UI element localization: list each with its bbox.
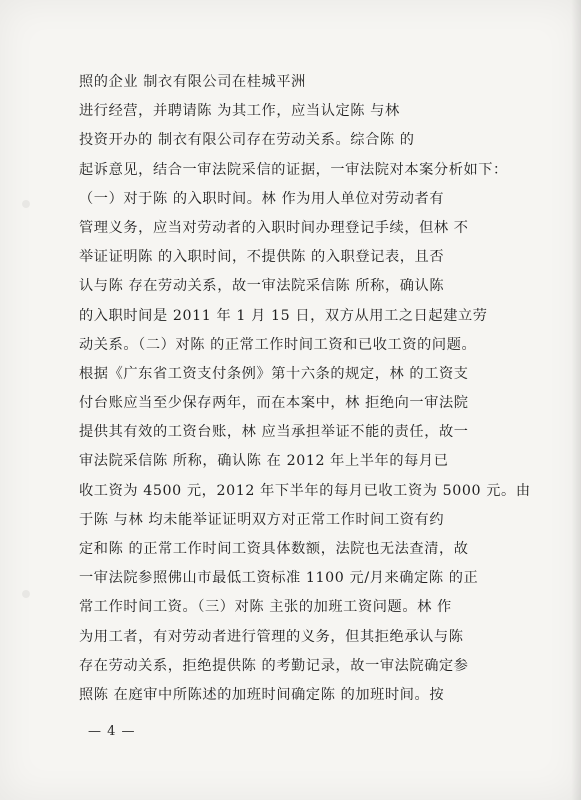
text-line: 于陈 与林 均未能举证证明双方对正常工作时间工资有约 (79, 511, 445, 528)
text-line: 审法院采信陈 所称，确认陈 在 2012 年上半年的每月已 (79, 453, 449, 470)
text-line: 起诉意见，结合一审法院采信的证据，一审法院对本案分析如下： (79, 161, 508, 178)
text-line: 进行经营，并聘请陈 为其工作，应当认定陈 与林 (79, 103, 400, 120)
text-line: 投资开办的 制衣有限公司存在劳动关系。综合陈 的 (79, 132, 415, 149)
text-line: 照的企业 制衣有限公司在桂城平洲 (79, 74, 306, 90)
text-line: 照陈 在庭审中所陈述的加班时间确定陈 的加班时间。按 (79, 686, 445, 703)
body-text (79, 68, 531, 710)
text-line: 的入职时间是 2011 年 1 月 15 日，双方从用工之日起建立劳 (79, 307, 488, 324)
text-line: （一）对于陈 的入职时间。林 作为用人单位对劳动者有 (79, 190, 445, 207)
binding-mark (22, 590, 30, 598)
text-line: 举证证明陈 的入职时间，不提供陈 的入职登记表，且否 (79, 249, 445, 266)
text-line: 为用工者，有对劳动者进行管理的义务，但其拒绝承认与陈 (79, 628, 464, 645)
text-line: 认与陈 存在劳动关系，故一审法院采信陈 所称，确认陈 (79, 278, 445, 295)
text-line: 提供其有效的工资台账，林 应当承担举证不能的责任，故一 (79, 424, 469, 441)
text-line: 根据《广东省工资支付条例》第十六条的规定，林 的工资支 (79, 365, 469, 382)
text-line: 一审法院参照佛山市最低工资标准 1100 元/月来确定陈 的正 (79, 570, 479, 587)
binding-mark (22, 200, 30, 208)
page-number: — 4 — (88, 724, 136, 739)
text-line: 常工作时间工资。（三）对陈 主张的加班工资问题。林 作 (79, 599, 452, 616)
page-edge-shadow (571, 0, 581, 800)
text-line: 存在劳动关系，拒绝提供陈 的考勤记录，故一审法院确定参 (79, 657, 469, 674)
text-line: 付台账应当至少保存两年，而在本案中，林 拒绝向一审法院 (79, 395, 469, 412)
text-line: 收工资为 4500 元，2012 年下半年的每月已收工资为 5000 元。由 (79, 482, 531, 499)
text-line: 定和陈 的正常工作时间工资具体数额，法院也无法查清，故 (79, 541, 469, 557)
text-line: 动关系。（二）对陈 的正常工作时间工资和已收工资的问题。 (79, 336, 477, 353)
text-line: 管理义务，应当对劳动者的入职时间办理登记手续，但林 不 (79, 219, 469, 236)
